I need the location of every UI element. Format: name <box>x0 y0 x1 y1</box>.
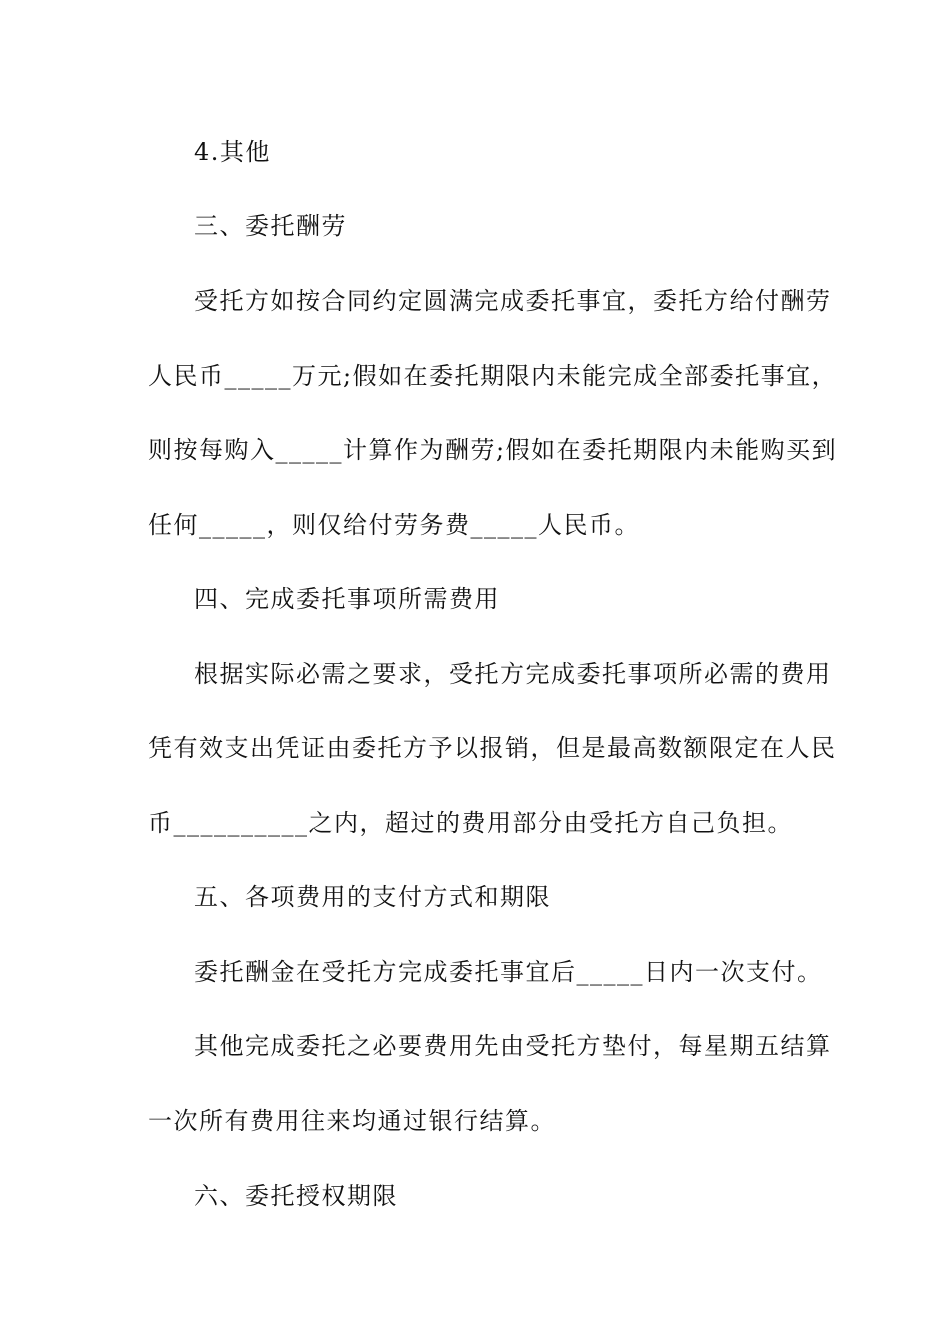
section-4-heading: 四、完成委托事项所需费用 <box>194 585 500 613</box>
section-5-paragraph-2-line-1: 其他完成委托之必要费用先由受托方垫付，每星期五结算 <box>194 1032 832 1060</box>
section-3-paragraph-line-3: 则按每购入_____计算作为酬劳;假如在委托期限内未能购买到 <box>148 436 838 464</box>
section-4-paragraph-line-3: 币__________之内，超过的费用部分由受托方自己负担。 <box>148 809 793 837</box>
section-3-paragraph-line-4: 任何_____，则仅给付劳务费_____人民币。 <box>148 511 640 539</box>
section-5-heading: 五、各项费用的支付方式和期限 <box>194 883 551 911</box>
section-5-paragraph-1: 委托酬金在受托方完成委托事宜后_____日内一次支付。 <box>194 958 823 986</box>
section-4-paragraph-line-1: 根据实际必需之要求，受托方完成委托事项所必需的费用 <box>194 660 832 688</box>
item-4-other: 4.其他 <box>194 138 271 166</box>
section-3-paragraph-line-1: 受托方如按合同约定圆满完成委托事宜，委托方给付酬劳 <box>194 287 832 315</box>
section-3-heading: 三、委托酬劳 <box>194 212 347 240</box>
section-3-paragraph-line-2: 人民币_____万元;假如在委托期限内未能完成全部委托事宜， <box>148 362 838 390</box>
section-4-paragraph-line-2: 凭有效支出凭证由委托方予以报销，但是最高数额限定在人民 <box>148 734 837 762</box>
section-6-heading: 六、委托授权期限 <box>194 1182 398 1210</box>
section-5-paragraph-2-line-2: 一次所有费用往来均通过银行结算。 <box>148 1107 556 1135</box>
